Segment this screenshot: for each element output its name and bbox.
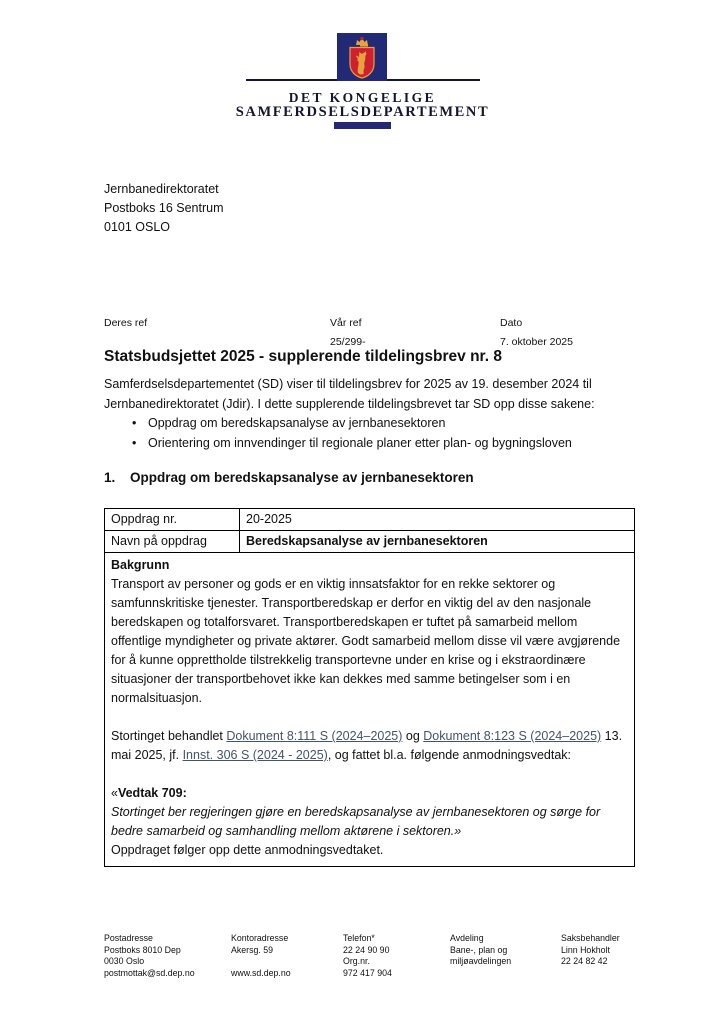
footer-header: Postadresse (104, 933, 153, 943)
link-innst-306[interactable]: Innst. 306 S (2024 - 2025) (182, 748, 328, 762)
bakgrunn-cell (105, 553, 635, 867)
oppdrag-nr-value: 20-2025 (240, 509, 635, 531)
vedtak-quote: Stortinget ber regjeringen gjøre en beredskapsanalyse av jernbanesektoren og sørge for bedre samarbeid og samhandling mellom aktørene i sektoren.» (111, 805, 601, 838)
footer-line: Linn Hokholt (561, 944, 610, 955)
footer-saksbehandler (561, 933, 620, 968)
oppdrag-navn-value: Beredskapsanalyse av jernbanesektoren (240, 531, 635, 553)
oppdrag-navn-label: Navn på oppdrag (105, 531, 240, 553)
table-row (105, 553, 635, 867)
letterhead (0, 0, 725, 140)
link-dokument-8-111[interactable]: Dokument 8:111 S (2024–2025) (226, 729, 403, 743)
intro-paragraph: Samferdselsdepartementet (SD) viser til tildelingsbrev for 2025 av 19. desember 2024 til Jernbanedirektoratet (Jdir). I dette supplerende tildelingsbrevet tar SD opp disse sakene: (104, 377, 595, 411)
recipient-address (104, 180, 224, 237)
section-title: Oppdrag om beredskapsanalyse av jernbanesektoren (130, 470, 474, 485)
deres-ref-label: Deres ref (104, 317, 148, 329)
bakgrunn-block (111, 556, 626, 708)
footer-line: Postboks 8010 Dep (104, 944, 181, 955)
footer-line: Akersg. 59 (231, 944, 274, 955)
footer-header: Kontoradresse (231, 933, 289, 943)
footer-telefon (343, 933, 392, 979)
vedtak-heading-line (111, 784, 626, 803)
document-title: Statsbudsjettet 2025 - supplerende tildelingsbrev nr. 8 (104, 348, 502, 365)
stortinget-text: og (402, 729, 424, 743)
footer-line: 0030 Oslo (104, 956, 145, 966)
footer-header: Saksbehandler (561, 933, 620, 943)
footer-line: 972 417 904 (343, 967, 392, 978)
vedtak-heading: Vedtak 709: (117, 786, 187, 800)
intro-bullet-list (104, 414, 636, 453)
footer-line: Bane-, plan og (450, 944, 508, 955)
footer-line: Org.nr. (343, 956, 370, 966)
recipient-street: Postboks 16 Sentrum (104, 201, 224, 215)
footer-header: Avdeling (450, 933, 484, 943)
section-number: 1. (104, 470, 116, 485)
footer-header: Telefon* (343, 933, 375, 943)
vedtak-open-quote: « (111, 786, 118, 800)
footer-line (231, 956, 291, 968)
intro-block (104, 375, 636, 453)
ministry-name-line1: DET KONGELIGE (288, 90, 437, 105)
footer-line: 22 24 82 42 (561, 956, 608, 966)
footer-postadresse (104, 933, 195, 979)
vedtak-block (111, 784, 626, 860)
var-ref-value: 25/299- (330, 336, 366, 348)
footer-line: miljøavdelingen (450, 956, 512, 966)
oppdrag-table (104, 508, 635, 867)
bullet-item: • Oppdrag om beredskapsanalyse av jernbanesektoren (104, 414, 636, 434)
link-dokument-8-123[interactable]: Dokument 8:123 S (2024–2025) (423, 729, 602, 743)
footer-website: www.sd.dep.no (231, 967, 291, 978)
recipient-name: Jernbanedirektoratet (104, 182, 219, 196)
bakgrunn-heading: Bakgrunn (111, 558, 170, 572)
section-1-heading (104, 470, 664, 485)
footer-line: 22 24 90 90 (343, 944, 390, 955)
footer-kontoradresse (231, 933, 291, 979)
stortinget-text: Stortinget behandlet (111, 729, 227, 743)
oppdrag-nr-label: Oppdrag nr. (105, 509, 240, 531)
table-row (105, 509, 635, 531)
footer-email: postmottak@sd.dep.no (104, 967, 195, 978)
table-row (105, 531, 635, 553)
stortinget-paragraph (111, 727, 626, 765)
var-ref-label: Vår ref (330, 317, 362, 329)
vedtak-closing: Oppdraget følger opp dette anmodningsvedtaket. (111, 843, 384, 857)
dato-label: Dato (500, 317, 523, 329)
letterhead-bottom-bar (334, 122, 391, 129)
recipient-city: 0101 OSLO (104, 220, 171, 234)
dato-value: 7. oktober 2025 (500, 336, 573, 348)
ministry-name-line2: SAMFERDSELSDEPARTEMENT (235, 104, 490, 120)
footer-avdeling (450, 933, 511, 968)
stortinget-text: 13. mai 2025, jf. (111, 729, 623, 762)
bakgrunn-text: Transport av personer og gods er en viktig innsatsfaktor for en rekke sektorer og samfunnskritiske tjenester. Transportberedskap er derfor en viktig del av den nasjonale beredskapen og totalforsvaret. Transportberedskapen er tuftet på samarbeid mellom offentlige myndigheter og private aktører. Godt samarbeid mellom disse vil være avgjørende for å kunne opprettholde tilstrekkelig transportevne under en krise og i ekstraordinære situasjoner der transportbehovet ikke kan dekkes med samme betingelser som i en normalsituasjon. (111, 577, 621, 705)
stortinget-text: , og fattet bl.a. følgende anmodningsvedtak: (327, 748, 572, 762)
coat-of-arms-icon (337, 33, 387, 81)
bullet-item: • Orientering om innvendinger til regionale planer etter plan- og bygningsloven (104, 434, 636, 454)
